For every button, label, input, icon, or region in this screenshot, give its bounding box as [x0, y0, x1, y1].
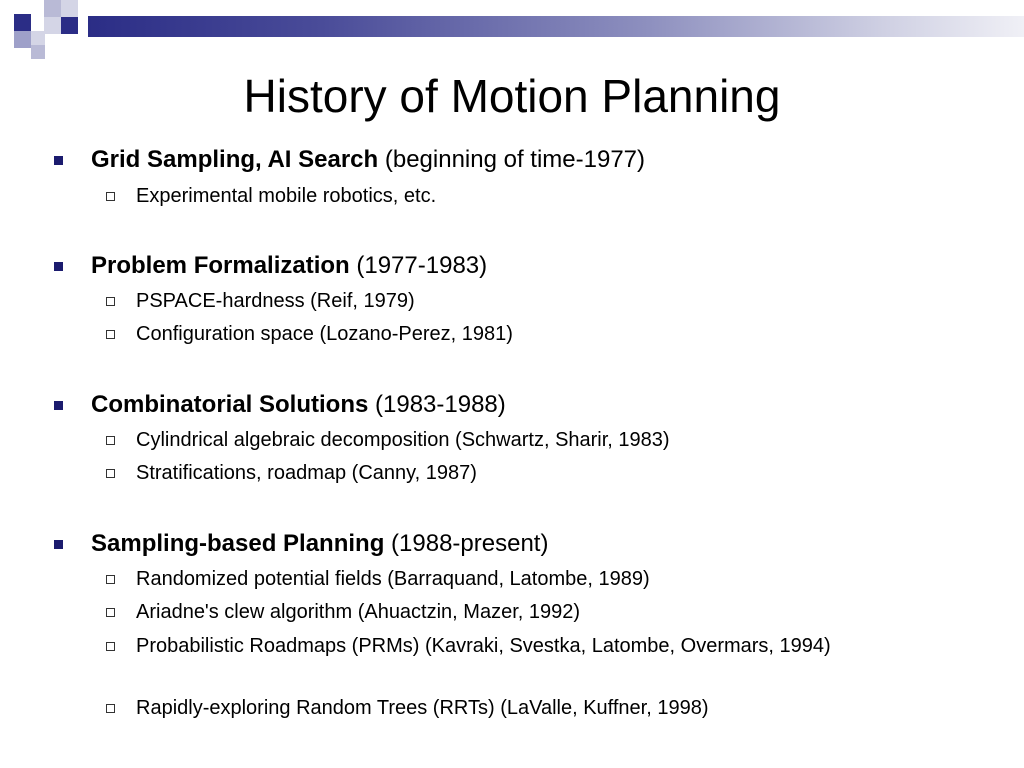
list-item: Ariadne's clew algorithm (Ahuactzin, Mazer, 1992)	[136, 600, 966, 625]
hollow-square-bullet-icon	[106, 469, 115, 478]
list-item: Experimental mobile robotics, etc.	[136, 184, 966, 209]
slide-title: History of Motion Planning	[243, 70, 781, 122]
hollow-square-bullet-icon	[106, 608, 115, 617]
section-heading: Combinatorial Solutions (1983-1988)	[91, 390, 506, 420]
section-heading: Problem Formalization (1977-1983)	[91, 251, 487, 281]
square-bullet-icon	[54, 156, 63, 165]
list-item: Rapidly-exploring Random Trees (RRTs) (LaValle, Kuffner, 1998)	[136, 696, 966, 721]
square-bullet-icon	[54, 540, 63, 549]
list-item: Cylindrical algebraic decomposition (Schwartz, Sharir, 1983)	[136, 428, 966, 453]
square-bullet-icon	[54, 262, 63, 271]
hollow-square-bullet-icon	[106, 330, 115, 339]
hollow-square-bullet-icon	[106, 575, 115, 584]
section-heading: Sampling-based Planning (1988-present)	[91, 529, 548, 559]
hollow-square-bullet-icon	[106, 642, 115, 651]
list-item: Randomized potential fields (Barraquand, Latombe, 1989)	[136, 567, 966, 592]
list-item: Probabilistic Roadmaps (PRMs) (Kavraki, Svestka, Latombe, Overmars, 1994)	[136, 634, 966, 659]
hollow-square-bullet-icon	[106, 192, 115, 201]
section-heading: Grid Sampling, AI Search (beginning of time-1977)	[91, 145, 645, 175]
hollow-square-bullet-icon	[106, 704, 115, 713]
list-item: PSPACE-hardness (Reif, 1979)	[136, 289, 966, 314]
list-item: Configuration space (Lozano-Perez, 1981)	[136, 322, 966, 347]
square-bullet-icon	[54, 401, 63, 410]
list-item: Stratifications, roadmap (Canny, 1987)	[136, 461, 966, 486]
hollow-square-bullet-icon	[106, 297, 115, 306]
hollow-square-bullet-icon	[106, 436, 115, 445]
